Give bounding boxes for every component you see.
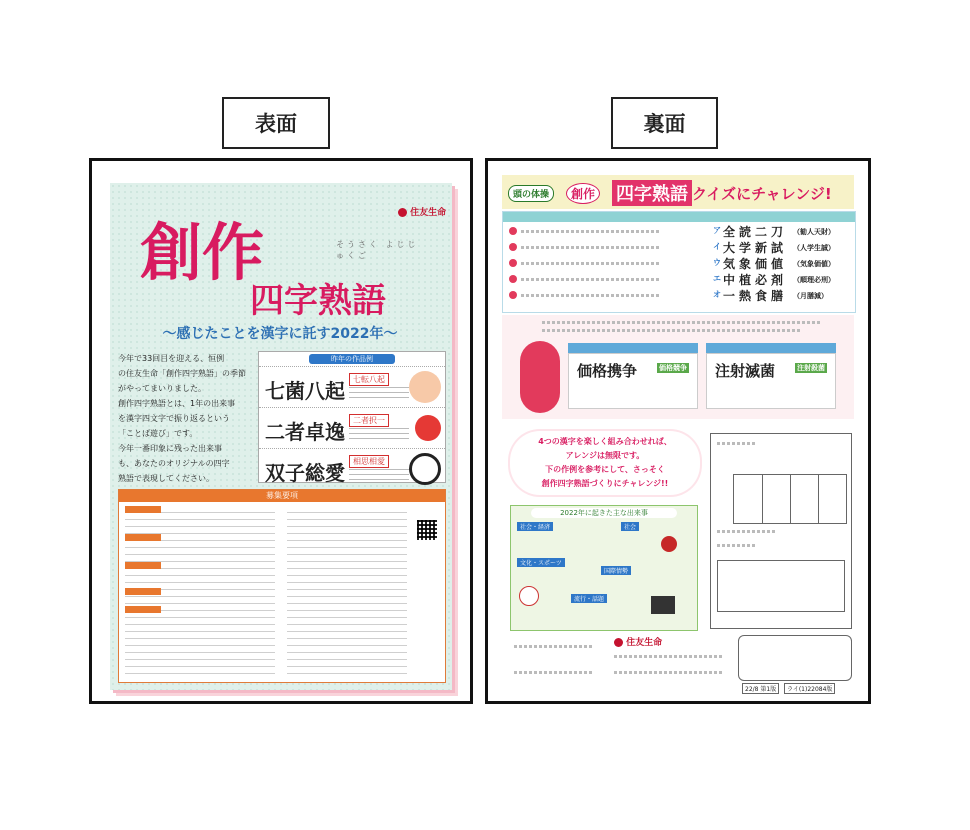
panda-icon: [409, 453, 441, 485]
guide-header: 募集要項: [119, 490, 445, 502]
baseball-icon: [519, 586, 539, 606]
events-box: [510, 505, 698, 631]
back-label: 裏面: [611, 97, 718, 149]
badge: 頭の体操: [508, 185, 554, 202]
guide-label: [125, 534, 161, 541]
intro-line: の住友生命「創作四字熟語」の季節: [118, 369, 246, 378]
event-label: 国際情勢: [601, 566, 631, 575]
quiz-option-word: 全読二刀: [723, 225, 788, 239]
combo-word: 注射滅菌: [715, 362, 776, 380]
bubble-line: 下の作例を参考にして、さっそく: [545, 465, 665, 474]
form-text: [717, 442, 757, 445]
quiz-row: [509, 290, 849, 302]
quiz-option-letter: ウ: [713, 257, 721, 267]
virus-icon: [661, 536, 677, 552]
example-description: [349, 428, 409, 440]
quiz-question-text: [521, 246, 661, 249]
back-panel: [485, 158, 871, 704]
logo-icon: [398, 208, 407, 217]
intro-line: がやってまいりました。: [118, 384, 206, 393]
back-company-logo: [614, 635, 662, 648]
combo-word-left: [568, 353, 698, 409]
quiz-option-word: 大学新試: [723, 241, 788, 255]
quiz-option-note: （順理必刑）: [793, 275, 835, 284]
company-name: 住友生命: [626, 638, 663, 648]
qr-code-icon[interactable]: [417, 520, 437, 540]
intro-line: 「ことば遊び」です。: [118, 429, 198, 438]
back-fine-print: [514, 645, 594, 648]
combo-intro-text: [542, 329, 802, 332]
address-field[interactable]: [717, 560, 845, 612]
form-text: [717, 544, 757, 547]
back-fine-print: [614, 671, 724, 674]
example-tag: 相思相愛: [349, 455, 389, 468]
headline: ～感じたことを漢字に託す2022年～: [162, 326, 398, 342]
question-number-icon: [509, 291, 517, 299]
intro-line: 今年で33回目を迎える、恒例: [118, 354, 225, 363]
quiz-area: [502, 211, 856, 313]
intro-line: を漢字四文字で振り返るという: [118, 414, 230, 423]
form-footer-left: 22/8 第1版: [742, 683, 779, 694]
example-row: [259, 407, 445, 448]
quiz-option-word: 一熱食膳: [723, 289, 788, 303]
title: 創作: [140, 216, 265, 289]
combo-word-right: [706, 353, 836, 409]
example-word: 双子総愛: [265, 461, 345, 485]
grid-cell: [762, 475, 763, 523]
challenge-bubble: [510, 431, 700, 495]
guide-label: [125, 562, 161, 569]
example-row: [259, 366, 445, 407]
front-panel: [89, 158, 473, 704]
company-logo: [398, 205, 446, 218]
company-name: 住友生命: [410, 208, 447, 218]
quiz-row: [509, 274, 849, 286]
clapperboard-icon: [651, 596, 675, 614]
example-tag: 二者択一: [349, 414, 389, 427]
hint-circle-icon: [520, 341, 560, 413]
question-number-icon: [509, 227, 517, 235]
combo-header-left: [568, 343, 698, 353]
quiz-option-note: （気象価値）: [793, 259, 835, 268]
example-row: [259, 448, 445, 489]
combo-section: [502, 315, 854, 419]
title-ruby: そうさく よじじゅくご: [336, 240, 419, 260]
event-label: 社会: [621, 522, 639, 531]
quiz-option-letter: エ: [713, 273, 721, 283]
form-grid[interactable]: [733, 474, 847, 524]
title-suffix: クイズにチャレンジ!: [692, 185, 832, 203]
family-illustration-icon: [409, 371, 441, 403]
quiz-option-letter: ア: [713, 225, 721, 235]
intro-line: も、あなたのオリジナルの四字: [118, 459, 230, 468]
guide-label: [125, 588, 161, 595]
combo-tag: 価格競争: [659, 363, 687, 372]
quiz-option-word: 気象価値: [723, 257, 788, 271]
back-flyer: [502, 175, 854, 693]
title-prefix: 創作: [566, 183, 600, 204]
examples-header: 昨年の作品例: [309, 354, 395, 364]
question-number-icon: [509, 259, 517, 267]
event-label: 社会・経済: [517, 522, 553, 531]
entry-form[interactable]: [710, 433, 852, 629]
quiz-option-note: （人学生誠）: [793, 243, 835, 252]
quiz-row: [509, 258, 849, 270]
bubble-line: 4つの漢字を楽しく組み合わせれば、: [538, 437, 672, 446]
quiz-option-word: 中植必剤: [723, 273, 788, 287]
examples-box: [258, 351, 446, 483]
bubble-line: 創作四字熟語づくりにチャレンジ!!: [541, 479, 669, 488]
intro-line: 熟語で表現してください。: [118, 474, 214, 483]
example-word: 二者卓逸: [265, 420, 345, 444]
grid-cell: [818, 475, 819, 523]
intro-line: 創作四字熟語とは、1年の出来事: [118, 399, 236, 408]
events-header: 2022年に起きた主な出来事: [531, 508, 677, 518]
front-flyer: [110, 183, 452, 690]
form-footer-right: ライ(1)22084版: [784, 683, 835, 694]
back-fine-print: [514, 671, 594, 674]
quiz-question-text: [521, 278, 661, 281]
combo-header-right: [706, 343, 836, 353]
quiz-row: [509, 226, 849, 238]
quiz-row: [509, 242, 849, 254]
quiz-question-text: [521, 294, 661, 297]
guide-right-column: [287, 506, 407, 676]
example-word: 七菌八起: [265, 379, 345, 403]
combo-tag: 注射殺菌: [797, 363, 825, 372]
application-guide: [118, 489, 446, 683]
quiz-option-letter: オ: [713, 289, 721, 299]
quiz-option-note: （勧人天財）: [793, 227, 835, 236]
event-label: 文化・スポーツ: [517, 558, 565, 567]
quiz-option-letter: イ: [713, 241, 721, 251]
back-fine-print: [614, 655, 724, 658]
grid-cell: [790, 475, 791, 523]
event-label: 流行・話題: [571, 594, 607, 603]
subtitle-kanji: 四字熟語: [250, 281, 386, 321]
question-number-icon: [509, 243, 517, 251]
quiz-question-text: [521, 262, 661, 265]
title-main: 四字熟語: [612, 180, 692, 206]
front-label: 表面: [222, 97, 330, 149]
question-number-icon: [509, 275, 517, 283]
combo-intro-text: [542, 321, 822, 324]
logo-icon: [614, 638, 623, 647]
table-tennis-icon: [415, 415, 441, 441]
quiz-header-bar: [503, 212, 855, 222]
quiz-question-text: [521, 230, 661, 233]
example-tag: 七転八起: [349, 373, 389, 386]
bubble-line: アレンジは無限です。: [565, 451, 645, 460]
example-description: [349, 387, 409, 399]
quiz-option-note: （月膳減）: [793, 291, 828, 300]
example-description: [349, 469, 409, 481]
guide-label: [125, 606, 161, 613]
intro-line: 今年一番印象に残った出来事: [118, 444, 222, 453]
notes-box[interactable]: [738, 635, 852, 681]
form-text: [717, 530, 777, 533]
guide-label: [125, 506, 161, 513]
combo-word: 価格携争: [577, 362, 638, 380]
